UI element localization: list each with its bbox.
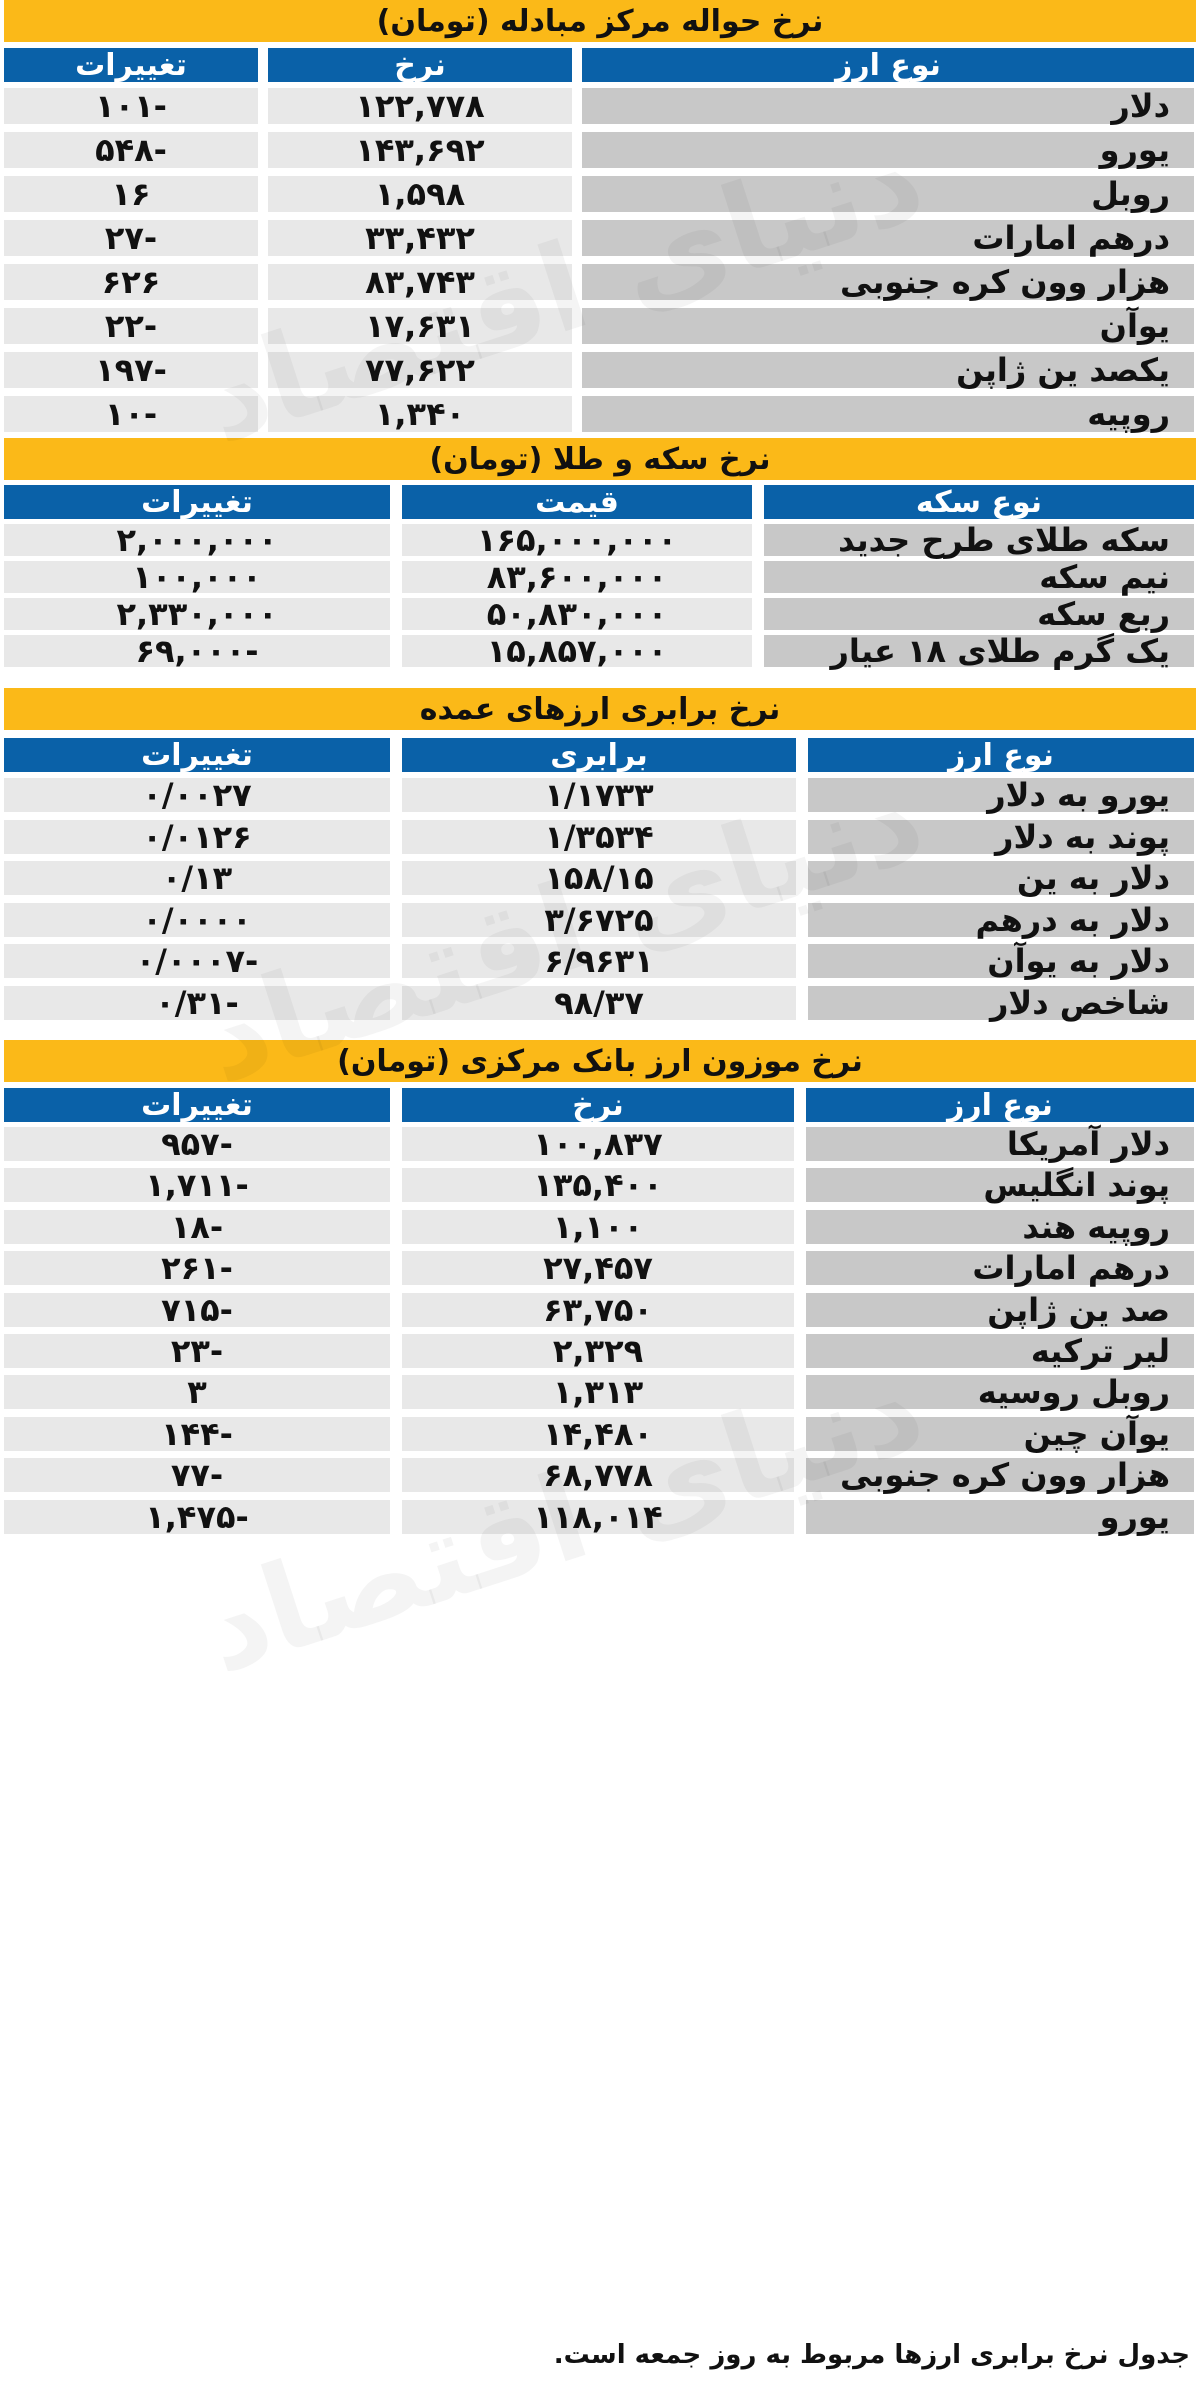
rate-cell: ۱/۳۵۳۴ [402, 820, 796, 854]
change-cell: -۱۹۷ [4, 352, 258, 388]
change-cell: -۶۹,۰۰۰ [4, 635, 390, 667]
currency-name-cell: سکه طلای طرح جدید [764, 524, 1194, 556]
header-rate: نرخ [402, 1088, 794, 1122]
rate-cell: ۱۶۵,۰۰۰,۰۰۰ [402, 524, 752, 556]
currency-name-cell: روپیه [582, 396, 1194, 432]
rate-cell: ۱۲۲,۷۷۸ [268, 88, 572, 124]
change-cell: -۲۷ [4, 220, 258, 256]
table-row [0, 220, 1200, 256]
currency-name-cell: دلار به ین [808, 861, 1194, 895]
table-row [0, 1168, 1200, 1202]
rate-cell: ۷۷,۶۲۲ [268, 352, 572, 388]
change-cell: ۰/۰۰۰۰ [4, 903, 390, 937]
currency-name-cell: دلار به یوآن [808, 944, 1194, 978]
table-row [0, 308, 1200, 344]
change-cell: -۰/۳۱ [4, 986, 390, 1020]
rate-cell: ۶۸,۷۷۸ [402, 1458, 794, 1492]
rate-cell: ۱,۵۹۸ [268, 176, 572, 212]
table-row [0, 1127, 1200, 1161]
change-cell: -۱,۷۱۱ [4, 1168, 390, 1202]
rate-cell: ۳۳,۴۳۲ [268, 220, 572, 256]
currency-name-cell: لیر ترکیه [806, 1334, 1194, 1368]
currency-name-cell: صد ین ژاپن [806, 1293, 1194, 1327]
header-change: تغییرات [4, 485, 390, 519]
table-row [0, 1375, 1200, 1409]
header-change: تغییرات [4, 1088, 390, 1122]
change-cell: ۰/۱۳ [4, 861, 390, 895]
table-row [0, 778, 1200, 812]
header-rate: نرخ [268, 48, 572, 82]
table-row [0, 132, 1200, 168]
currency-name-cell: یوآن چین [806, 1417, 1194, 1451]
currency-name-cell: یکصد ین ژاپن [582, 352, 1194, 388]
change-cell: ۲,۰۰۰,۰۰۰ [4, 524, 390, 556]
table-row [0, 861, 1200, 895]
rate-cell: ۱۴,۴۸۰ [402, 1417, 794, 1451]
change-cell: -۲۶۱ [4, 1251, 390, 1285]
table-row [0, 1334, 1200, 1368]
change-cell: -۵۴۸ [4, 132, 258, 168]
currency-name-cell: هزار وون کره جنوبی [806, 1458, 1194, 1492]
currency-name-cell: دلار [582, 88, 1194, 124]
rate-cell: ۹۸/۳۷ [402, 986, 796, 1020]
header-currency: نوع ارز [806, 1088, 1194, 1122]
rate-cell: ۱۱۸,۰۱۴ [402, 1500, 794, 1534]
change-cell: -۰/۰۰۰۷ [4, 944, 390, 978]
currency-name-cell: یوآن [582, 308, 1194, 344]
change-cell: -۲۳ [4, 1334, 390, 1368]
change-cell: ۶۲۶ [4, 264, 258, 300]
currency-name-cell: پوند انگلیس [806, 1168, 1194, 1202]
table-row [0, 1458, 1200, 1492]
rate-cell: ۱,۳۱۳ [402, 1375, 794, 1409]
table-title: نرخ سکه و طلا (تومان) [4, 438, 1196, 480]
header-change: تغییرات [4, 48, 258, 82]
currency-name-cell: یک گرم طلای ۱۸ عیار [764, 635, 1194, 667]
rate-cell: ۱۳۵,۴۰۰ [402, 1168, 794, 1202]
currency-name-cell: یورو [806, 1500, 1194, 1534]
table-title: نرخ موزون ارز بانک مرکزی (تومان) [4, 1040, 1196, 1082]
currency-name-cell: هزار وون کره جنوبی [582, 264, 1194, 300]
change-cell: ۱۶ [4, 176, 258, 212]
currency-name-cell: پوند به دلار [808, 820, 1194, 854]
header-change: تغییرات [4, 738, 390, 772]
table-row [0, 352, 1200, 388]
table-header-row [0, 738, 1200, 772]
table-title: نرخ حواله مرکز مبادله (تومان) [4, 0, 1196, 42]
table-row [0, 1417, 1200, 1451]
table-row [0, 903, 1200, 937]
rate-cell: ۱,۳۴۰ [268, 396, 572, 432]
rate-cell: ۱/۱۷۳۳ [402, 778, 796, 812]
table-row [0, 558, 1200, 596]
header-parity: برابری [402, 738, 796, 772]
table-row [0, 944, 1200, 978]
rate-cell: ۸۳,۷۴۳ [268, 264, 572, 300]
rate-cell: ۱۵,۸۵۷,۰۰۰ [402, 635, 752, 667]
rate-cell: ۳/۶۷۲۵ [402, 903, 796, 937]
currency-name-cell: یورو [582, 132, 1194, 168]
currency-name-cell: ربع سکه [764, 598, 1194, 630]
table-row [0, 176, 1200, 212]
currency-name-cell: درهم امارات [582, 220, 1194, 256]
table-row [0, 1251, 1200, 1285]
currency-name-cell: دلار آمریکا [806, 1127, 1194, 1161]
change-cell: -۷۷ [4, 1458, 390, 1492]
rate-cell: ۱۰۰,۸۳۷ [402, 1127, 794, 1161]
rate-cell: ۲۷,۴۵۷ [402, 1251, 794, 1285]
table-row [0, 396, 1200, 432]
table-header-row [0, 485, 1200, 519]
change-cell: -۷۱۵ [4, 1293, 390, 1327]
table-row [0, 88, 1200, 124]
currency-name-cell: دلار به درهم [808, 903, 1194, 937]
table-row [0, 632, 1200, 670]
rate-cell: ۱,۱۰۰ [402, 1210, 794, 1244]
change-cell: -۱۸ [4, 1210, 390, 1244]
table-row [0, 264, 1200, 300]
table-row [0, 1293, 1200, 1327]
change-cell: -۱,۴۷۵ [4, 1500, 390, 1534]
table-row [0, 986, 1200, 1020]
rate-cell: ۶۳,۷۵۰ [402, 1293, 794, 1327]
change-cell: -۱۰۱ [4, 88, 258, 124]
table-row [0, 1500, 1200, 1534]
change-cell: ۱۰۰,۰۰۰ [4, 561, 390, 593]
rate-cell: ۵۰,۸۳۰,۰۰۰ [402, 598, 752, 630]
change-cell: ۰/۰۰۲۷ [4, 778, 390, 812]
header-currency: نوع ارز [808, 738, 1194, 772]
rate-cell: ۸۳,۶۰۰,۰۰۰ [402, 561, 752, 593]
change-cell: ۳ [4, 1375, 390, 1409]
change-cell: -۲۲ [4, 308, 258, 344]
change-cell: -۹۵۷ [4, 1127, 390, 1161]
table-row [0, 521, 1200, 559]
table-row [0, 1210, 1200, 1244]
change-cell: -۱۰ [4, 396, 258, 432]
table-row [0, 595, 1200, 633]
rate-cell: ۱۵۸/۱۵ [402, 861, 796, 895]
change-cell: ۲,۳۳۰,۰۰۰ [4, 598, 390, 630]
table-row [0, 820, 1200, 854]
currency-name-cell: روبل [582, 176, 1194, 212]
rate-cell: ۱۷,۶۳۱ [268, 308, 572, 344]
currency-name-cell: روبل روسیه [806, 1375, 1194, 1409]
rate-cell: ۱۴۳,۶۹۲ [268, 132, 572, 168]
currency-name-cell: یورو به دلار [808, 778, 1194, 812]
currency-name-cell: شاخص دلار [808, 986, 1194, 1020]
currency-name-cell: نیم سکه [764, 561, 1194, 593]
table-header-row [0, 48, 1200, 82]
rate-cell: ۲,۳۲۹ [402, 1334, 794, 1368]
header-price: قیمت [402, 485, 752, 519]
currency-name-cell: روپیه هند [806, 1210, 1194, 1244]
change-cell: ۰/۰۱۲۶ [4, 820, 390, 854]
header-currency: نوع ارز [582, 48, 1194, 82]
footnote: جدول نرخ برابری ارزها مربوط به روز جمعه است. [553, 2340, 1190, 2370]
table-title: نرخ برابری ارزهای عمده [4, 688, 1196, 730]
table-header-row [0, 1088, 1200, 1122]
header-coin-type: نوع سکه [764, 485, 1194, 519]
currency-name-cell: درهم امارات [806, 1251, 1194, 1285]
change-cell: -۱۴۴ [4, 1417, 390, 1451]
rate-cell: ۶/۹۶۳۱ [402, 944, 796, 978]
